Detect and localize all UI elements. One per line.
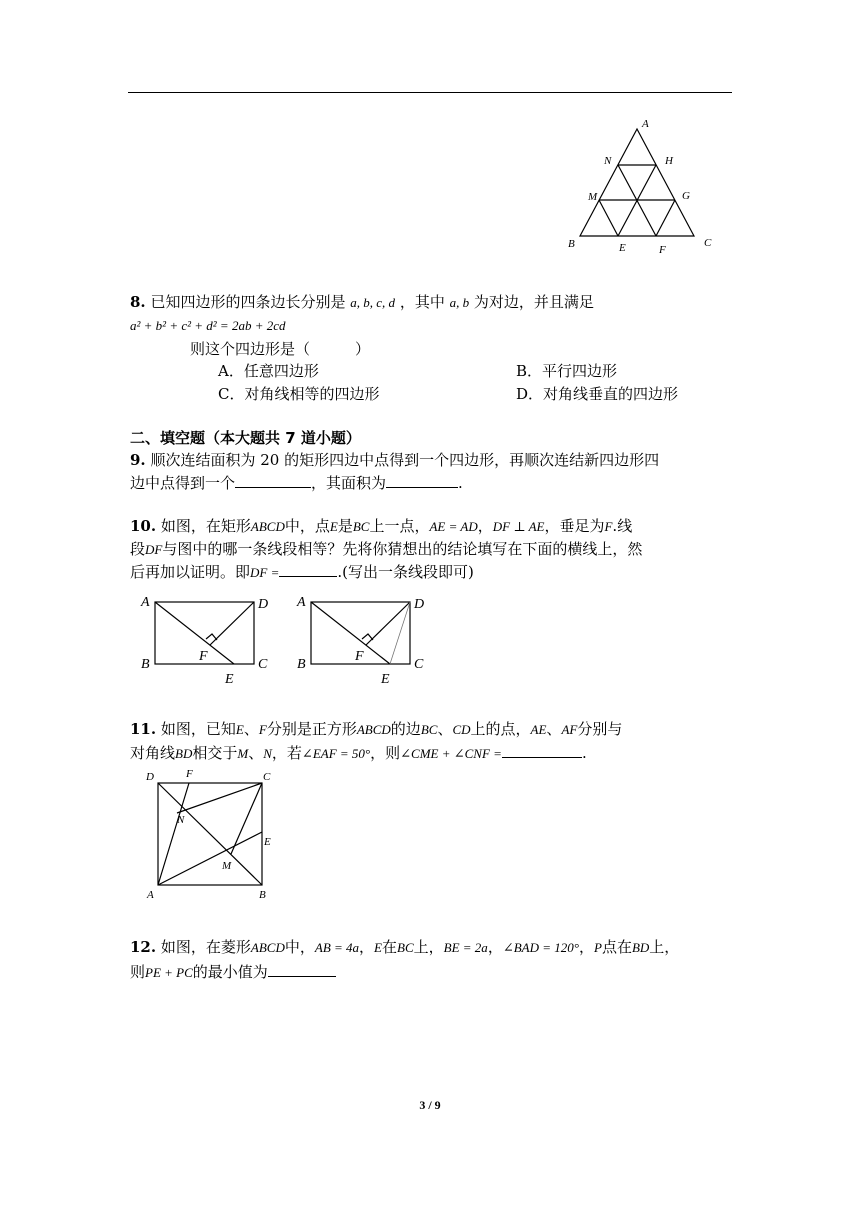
- q8-line1: [130, 292, 732, 313]
- q10-math: BC: [352, 519, 370, 534]
- label-M: M: [588, 191, 598, 203]
- q10-text: 与图中的哪一条线段相等？先将你猜想出的结论填写在下面的横线上，然: [162, 540, 643, 558]
- q11-line1: [130, 719, 622, 740]
- q12-line2: [130, 962, 336, 983]
- q10-text: 段: [130, 540, 146, 558]
- q12-text: 的最小值为: [192, 963, 268, 981]
- q11-text: 对角线: [130, 744, 176, 762]
- f1-label-A: A: [141, 595, 150, 610]
- q8-option-d: [516, 383, 678, 404]
- q9-text-2a: 边中点得到一个: [130, 474, 236, 492]
- q10-text: 上一点，: [369, 517, 430, 535]
- q12-math: E: [374, 940, 382, 955]
- q12-line1: [130, 937, 679, 958]
- q10-math: DF ⊥ AE: [492, 519, 545, 534]
- f2-label-B: B: [297, 657, 306, 672]
- q11-math: BC: [420, 722, 438, 737]
- f11-label-D: D: [146, 771, 154, 783]
- label-C: C: [704, 237, 712, 249]
- q11-text: .: [581, 744, 587, 762]
- option-b-key: B．: [516, 362, 543, 380]
- q11-math: BD: [175, 746, 193, 761]
- label-N: N: [604, 155, 612, 167]
- q12-text: 中，: [284, 938, 315, 956]
- q10-text: ，垂足为: [544, 517, 605, 535]
- q12-text: 上，: [413, 938, 444, 956]
- label-H: H: [665, 155, 673, 167]
- q11-math: M: [237, 746, 249, 761]
- q11-math: F: [258, 722, 267, 737]
- q12-text: 在: [382, 938, 398, 956]
- q10-text: .(写出一条线段即可): [337, 563, 474, 581]
- q10-line1: [130, 516, 632, 537]
- q12-math: ∠BAD = 120°: [502, 940, 579, 955]
- label-E: E: [619, 242, 626, 254]
- q8-text-b: ，其中: [399, 293, 445, 311]
- q9-text-1: 顺次连结面积为 20 的矩形四边中点得到一个四边形，再顺次连结新四边形四: [150, 451, 660, 469]
- q9-blank-1[interactable]: [235, 473, 311, 488]
- q12-blank[interactable]: [268, 962, 336, 977]
- label-F: F: [659, 244, 666, 256]
- q10-math: E: [329, 519, 338, 534]
- q12-math: BC: [397, 940, 414, 955]
- q11-figure: [140, 764, 280, 906]
- q8-number: 8.: [130, 293, 146, 311]
- q9-line2: [130, 473, 463, 493]
- f1-label-C: C: [258, 657, 268, 672]
- q11-text: ，若: [271, 744, 302, 762]
- q10-figure-2: [292, 590, 432, 690]
- q10-blank[interactable]: [279, 562, 337, 577]
- f1-label-B: B: [141, 657, 150, 672]
- q12-text: 如图，在菱形: [160, 938, 251, 956]
- q8-vars1: a, b, c, d: [350, 295, 396, 310]
- q9-number: 9.: [130, 451, 146, 469]
- q10-text: 是: [337, 517, 353, 535]
- f2-label-C: C: [414, 657, 424, 672]
- q12-text: ，: [487, 938, 503, 956]
- f2-label-D: D: [414, 597, 425, 612]
- header-rule: [128, 92, 732, 93]
- q8-prompt: 则这个四边形是（ ）: [190, 340, 371, 358]
- q11-math: ABCD: [356, 722, 391, 737]
- f11-label-M: M: [222, 860, 232, 872]
- q11-text: 的边: [390, 720, 421, 738]
- q11-math: N: [263, 746, 272, 761]
- q11-text: 分别与: [577, 720, 623, 738]
- q8-text-c: 为对边，并且满足: [473, 293, 594, 311]
- q8-option-b: [516, 360, 617, 381]
- f11-label-E: E: [264, 836, 271, 848]
- q12-math: P: [593, 940, 602, 955]
- q9-line1: [130, 450, 659, 470]
- q10-text: ，: [477, 517, 493, 535]
- f2-label-A: A: [297, 595, 306, 610]
- f1-label-E: E: [225, 672, 234, 687]
- q11-math: ∠EAF = 50°: [301, 746, 371, 761]
- q10-line3: [130, 562, 474, 583]
- q12-number: 12.: [130, 938, 157, 956]
- q10-line2: [130, 539, 642, 560]
- q12-math: BE = 2a: [443, 940, 488, 955]
- q11-text: 、: [248, 744, 264, 762]
- q10-math: DF =: [250, 565, 280, 580]
- f11-label-A: A: [147, 889, 154, 901]
- q11-text: 相交于: [192, 744, 238, 762]
- q10-text: 中，点: [284, 517, 330, 535]
- triangle-figure: [560, 112, 730, 257]
- q11-math: ∠CME + ∠CNF =: [400, 746, 502, 761]
- label-A: A: [642, 118, 649, 130]
- option-c-key: C．: [218, 385, 245, 403]
- q12-text: ，: [359, 938, 375, 956]
- option-a-text: 任意四边形: [243, 362, 319, 380]
- q11-text: 、: [546, 720, 562, 738]
- f2-label-E: E: [381, 672, 390, 687]
- q10-text: 如图，在矩形: [160, 517, 251, 535]
- q11-math: AF: [561, 722, 578, 737]
- q12-text: 则: [130, 963, 146, 981]
- q11-math: AE: [530, 722, 547, 737]
- q9-text-2c: .: [458, 474, 463, 492]
- f1-label-D: D: [258, 597, 269, 612]
- q10-math: AE = AD: [429, 519, 478, 534]
- q8-vars2: a, b: [449, 295, 470, 310]
- q10-text: .线: [612, 517, 633, 535]
- q11-text: 如图，已知: [160, 720, 236, 738]
- f11-label-B: B: [259, 889, 266, 901]
- option-b-text: 平行四边形: [542, 362, 618, 380]
- q12-math: BD: [631, 940, 650, 955]
- q11-math: E: [235, 722, 244, 737]
- q8-equation: a² + b² + c² + d² = 2ab + 2cd: [130, 318, 286, 333]
- q8-text-a: 已知四边形的四条边长分别是: [150, 293, 346, 311]
- q11-text: 上的点，: [470, 720, 531, 738]
- q12-math: PE + PC: [145, 965, 193, 980]
- f11-label-C: C: [263, 771, 271, 783]
- q8-option-a: [218, 360, 319, 381]
- q9-text-2b: ，其面积为: [311, 474, 387, 492]
- q12-text: 上，: [649, 938, 680, 956]
- q11-math: CD: [452, 722, 471, 737]
- page-number: 3 / 9: [419, 1098, 441, 1112]
- q11-line2: [130, 743, 587, 764]
- q10-text: 后再加以证明。即: [130, 563, 251, 581]
- q10-number: 10.: [130, 517, 157, 535]
- q8-option-c: [218, 383, 380, 404]
- q11-text: 、: [243, 720, 259, 738]
- q12-text: 点在: [601, 938, 632, 956]
- option-a-key: A．: [218, 362, 244, 380]
- q12-text: ，: [578, 938, 594, 956]
- f1-label-F: F: [199, 649, 208, 664]
- q12-math: AB = 4a: [314, 940, 360, 955]
- q11-number: 11.: [130, 720, 157, 738]
- q10-math: F: [604, 519, 613, 534]
- q11-text: ，则: [370, 744, 401, 762]
- option-d-text: 对角线垂直的四边形: [543, 385, 679, 403]
- option-c-text: 对角线相等的四边形: [244, 385, 380, 403]
- option-d-key: D．: [516, 385, 544, 403]
- q10-math: DF: [145, 542, 163, 557]
- f2-label-F: F: [355, 649, 364, 664]
- q11-text: 、: [437, 720, 453, 738]
- q11-blank[interactable]: [502, 743, 582, 758]
- label-B: B: [568, 238, 575, 250]
- q10-figure-1: [136, 590, 276, 690]
- q9-blank-2[interactable]: [386, 473, 458, 488]
- f11-label-F: F: [186, 768, 193, 780]
- section-2-title: 二、填空题（本大题共 7 道小题）: [130, 429, 361, 447]
- q11-text: 分别是正方形: [266, 720, 357, 738]
- label-G: G: [682, 190, 690, 202]
- f11-label-N: N: [177, 814, 185, 826]
- q10-math: ABCD: [250, 519, 285, 534]
- q12-math: ABCD: [250, 940, 285, 955]
